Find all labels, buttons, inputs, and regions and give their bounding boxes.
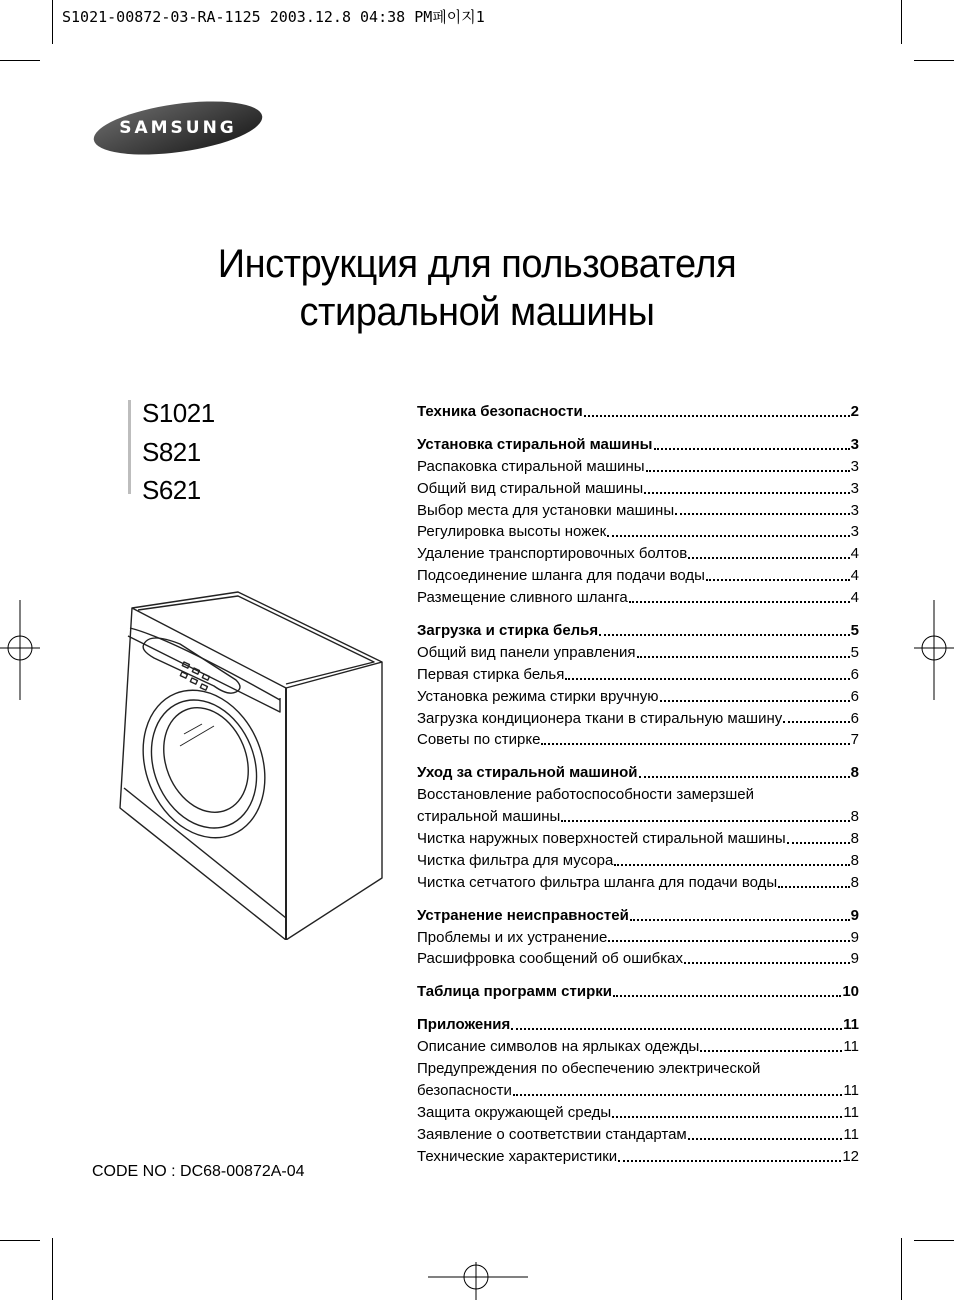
- registration-mark-bottom: [428, 1262, 528, 1300]
- toc-page-number: 3: [850, 479, 859, 497]
- toc-leader-dots: [618, 1160, 841, 1162]
- toc-leader-dots: [654, 448, 850, 450]
- toc-entry-line: Восстановление работоспособности замерзшей: [417, 786, 755, 804]
- toc-leader-dots: [629, 601, 850, 603]
- toc-leader-dots: [660, 700, 850, 702]
- toc-page-number: 3: [850, 523, 859, 541]
- toc-entry-title: Распаковка стиральной машины: [417, 457, 645, 475]
- toc-leader-dots: [613, 995, 841, 997]
- toc-page-number: 5: [850, 622, 859, 639]
- toc-leader-dots: [778, 886, 849, 888]
- toc-leader-dots: [637, 656, 850, 658]
- toc-entry-title: Первая стирка белья: [417, 665, 565, 683]
- toc-entry: [417, 729, 859, 751]
- toc-entry-title: Заявление о соответствии стандартам: [417, 1125, 687, 1143]
- toc-page-number: 9: [850, 928, 859, 946]
- title-line-1: Инструкция для пользователя: [217, 242, 737, 286]
- toc-leader-dots: [608, 940, 849, 942]
- model-name: S821: [142, 436, 201, 467]
- toc-leader-dots: [607, 535, 849, 537]
- toc-entry-title: Регулировка высоты ножек: [417, 523, 607, 541]
- toc-leader-dots: [614, 864, 849, 866]
- toc-entry-title: Чистка наружных поверхностей стиральной машины: [417, 830, 786, 848]
- toc-leader-dots: [688, 1138, 843, 1140]
- toc-section: [417, 1014, 859, 1036]
- code-number: CODE NO : DC68-00872A-04: [92, 1163, 305, 1180]
- toc-entry: [417, 664, 859, 686]
- toc-section: [417, 434, 859, 456]
- toc-entry-title: Устранение неисправностей: [417, 906, 629, 924]
- toc-page-number: 3: [850, 501, 859, 519]
- toc-entry: [417, 1124, 859, 1146]
- toc-page-number: 6: [850, 709, 859, 727]
- toc-section: [417, 401, 859, 423]
- toc-entry: [417, 565, 859, 587]
- toc-entry-title: безопасности: [417, 1081, 512, 1099]
- toc-entry-title: Установка стиральной машины: [417, 435, 653, 453]
- toc-page-number: 8: [850, 851, 859, 869]
- toc-page-number: 6: [850, 687, 859, 705]
- toc-entry-title: Уход за стиральной машиной: [417, 764, 638, 782]
- toc-entry: [417, 872, 859, 894]
- toc-section: [417, 762, 859, 784]
- toc-page-number: 4: [850, 545, 859, 563]
- toc-entry: [417, 456, 859, 478]
- toc-entry-title: Чистка фильтра для мусора: [417, 851, 614, 869]
- toc-page-number: 8: [850, 808, 859, 826]
- title-line-2: стиральной машины: [299, 290, 655, 334]
- toc-page-number: 5: [850, 643, 859, 661]
- table-of-contents: [417, 401, 859, 1168]
- toc-page-number: 9: [850, 906, 859, 924]
- toc-leader-dots: [688, 557, 849, 559]
- model-bar: [128, 400, 131, 494]
- toc-entry: [417, 587, 859, 609]
- registration-mark-left: [0, 600, 40, 700]
- toc-entry: [417, 850, 859, 872]
- toc-entry-title: Выбор места для установки машины: [417, 501, 675, 519]
- toc-entry: [417, 708, 859, 730]
- logo-text: SAMSUNG: [119, 118, 237, 138]
- toc-gap: [417, 751, 859, 762]
- toc-leader-dots: [787, 842, 850, 844]
- toc-page-number: 12: [842, 1147, 859, 1165]
- toc-entry-title: Общий вид стиральной машины: [417, 479, 644, 497]
- toc-entry: [417, 1080, 859, 1102]
- toc-entry-title: Таблица программ стирки: [417, 983, 612, 1001]
- toc-entry-title: Установка режима стирки вручную: [417, 687, 659, 705]
- toc-entry-title: Расшифровка сообщений об ошибках: [417, 950, 684, 968]
- toc-entry: [417, 500, 859, 522]
- toc-entry: [417, 478, 859, 500]
- toc-leader-dots: [646, 470, 850, 472]
- toc-page-number: 3: [850, 435, 859, 453]
- toc-entry: [417, 828, 859, 850]
- toc-leader-dots: [675, 513, 850, 515]
- toc-gap: [417, 609, 859, 620]
- toc-leader-dots: [565, 678, 849, 680]
- toc-page-number: 7: [850, 731, 859, 749]
- toc-leader-dots: [706, 579, 850, 581]
- toc-leader-dots: [599, 634, 849, 636]
- toc-page-number: 6: [850, 665, 859, 683]
- toc-page-number: 8: [850, 830, 859, 848]
- toc-entry: [417, 1036, 859, 1058]
- toc-entry-title: Проблемы и их устранение: [417, 928, 608, 946]
- toc-page-number: 11: [843, 1125, 859, 1143]
- toc-section: [417, 905, 859, 927]
- toc-leader-dots: [511, 1028, 842, 1030]
- toc-leader-dots: [630, 919, 850, 921]
- toc-section: [417, 981, 859, 1003]
- toc-page-number: 11: [843, 1016, 859, 1034]
- toc-entry: [417, 1102, 859, 1124]
- toc-entry-title: Загрузка кондиционера ткани в стиральную машину: [417, 709, 783, 727]
- toc-entry: [417, 927, 859, 949]
- toc-page-number: 11: [843, 1081, 859, 1099]
- toc-page-number: 11: [843, 1103, 859, 1121]
- toc-entry-title: Чистка сетчатого фильтра шланга для подачи воды: [417, 873, 778, 891]
- toc-page-number: 10: [842, 983, 859, 1001]
- toc-page-number: 11: [843, 1038, 859, 1056]
- registration-mark-right: [914, 600, 954, 700]
- page-title: [0, 240, 954, 336]
- toc-leader-dots: [684, 962, 850, 964]
- toc-entry-title: Удаление транспортировочных болтов: [417, 545, 688, 563]
- toc-section: [417, 620, 859, 642]
- toc-leader-dots: [644, 492, 850, 494]
- toc-page-number: 2: [850, 402, 859, 420]
- toc-entry-title: Размещение сливного шланга: [417, 589, 628, 607]
- toc-leader-dots: [513, 1094, 843, 1096]
- toc-leader-dots: [584, 415, 850, 417]
- toc-leader-dots: [612, 1116, 842, 1118]
- model-list: [132, 394, 215, 510]
- toc-page-number: 4: [850, 589, 859, 607]
- toc-entry-title: стиральной машины: [417, 808, 561, 826]
- toc-entry: [417, 521, 859, 543]
- toc-leader-dots: [700, 1050, 842, 1052]
- toc-entry: [417, 948, 859, 970]
- toc-entry-title: Подсоединение шланга для подачи воды: [417, 567, 705, 585]
- model-name: S1021: [142, 398, 215, 428]
- toc-leader-dots: [639, 776, 850, 778]
- toc-entry-line: Предупреждения по обеспечению электрической: [417, 1060, 761, 1078]
- toc-page-number: 8: [850, 873, 859, 891]
- model-name: S621: [142, 475, 201, 505]
- toc-gap: [417, 970, 859, 981]
- toc-entry: [417, 806, 859, 828]
- toc-gap: [417, 1003, 859, 1014]
- toc-entry-title: Технические характеристики: [417, 1147, 618, 1165]
- washing-machine-illustration: [110, 588, 392, 940]
- toc-entry: [417, 686, 859, 708]
- print-header: S1021-00872-03-RA-1125 2003.12.8 04:38 PM페이지1: [62, 8, 485, 26]
- toc-leader-dots: [561, 820, 849, 822]
- toc-entry-title: Защита окружающей среды: [417, 1103, 612, 1121]
- toc-gap: [417, 423, 859, 434]
- samsung-logo: [92, 100, 264, 156]
- toc-entry: [417, 1146, 859, 1168]
- toc-entry-title: Техника безопасности: [417, 402, 583, 420]
- toc-page-number: 4: [850, 567, 859, 585]
- toc-entry: [417, 543, 859, 565]
- toc-entry-title: Загрузка и стирка белья: [417, 622, 599, 639]
- toc-entry: [417, 642, 859, 664]
- toc-entry-title: Советы по стирке: [417, 731, 541, 749]
- toc-leader-dots: [541, 743, 849, 745]
- toc-entry-title: Приложения: [417, 1016, 511, 1034]
- toc-entry-title: Общий вид панели управления: [417, 643, 636, 661]
- toc-leader-dots: [783, 721, 849, 723]
- toc-page-number: 8: [850, 764, 859, 782]
- toc-page-number: 9: [850, 950, 859, 968]
- toc-entry-title: Описание символов на ярлыках одежды: [417, 1038, 700, 1056]
- toc-gap: [417, 894, 859, 905]
- toc-page-number: 3: [850, 457, 859, 475]
